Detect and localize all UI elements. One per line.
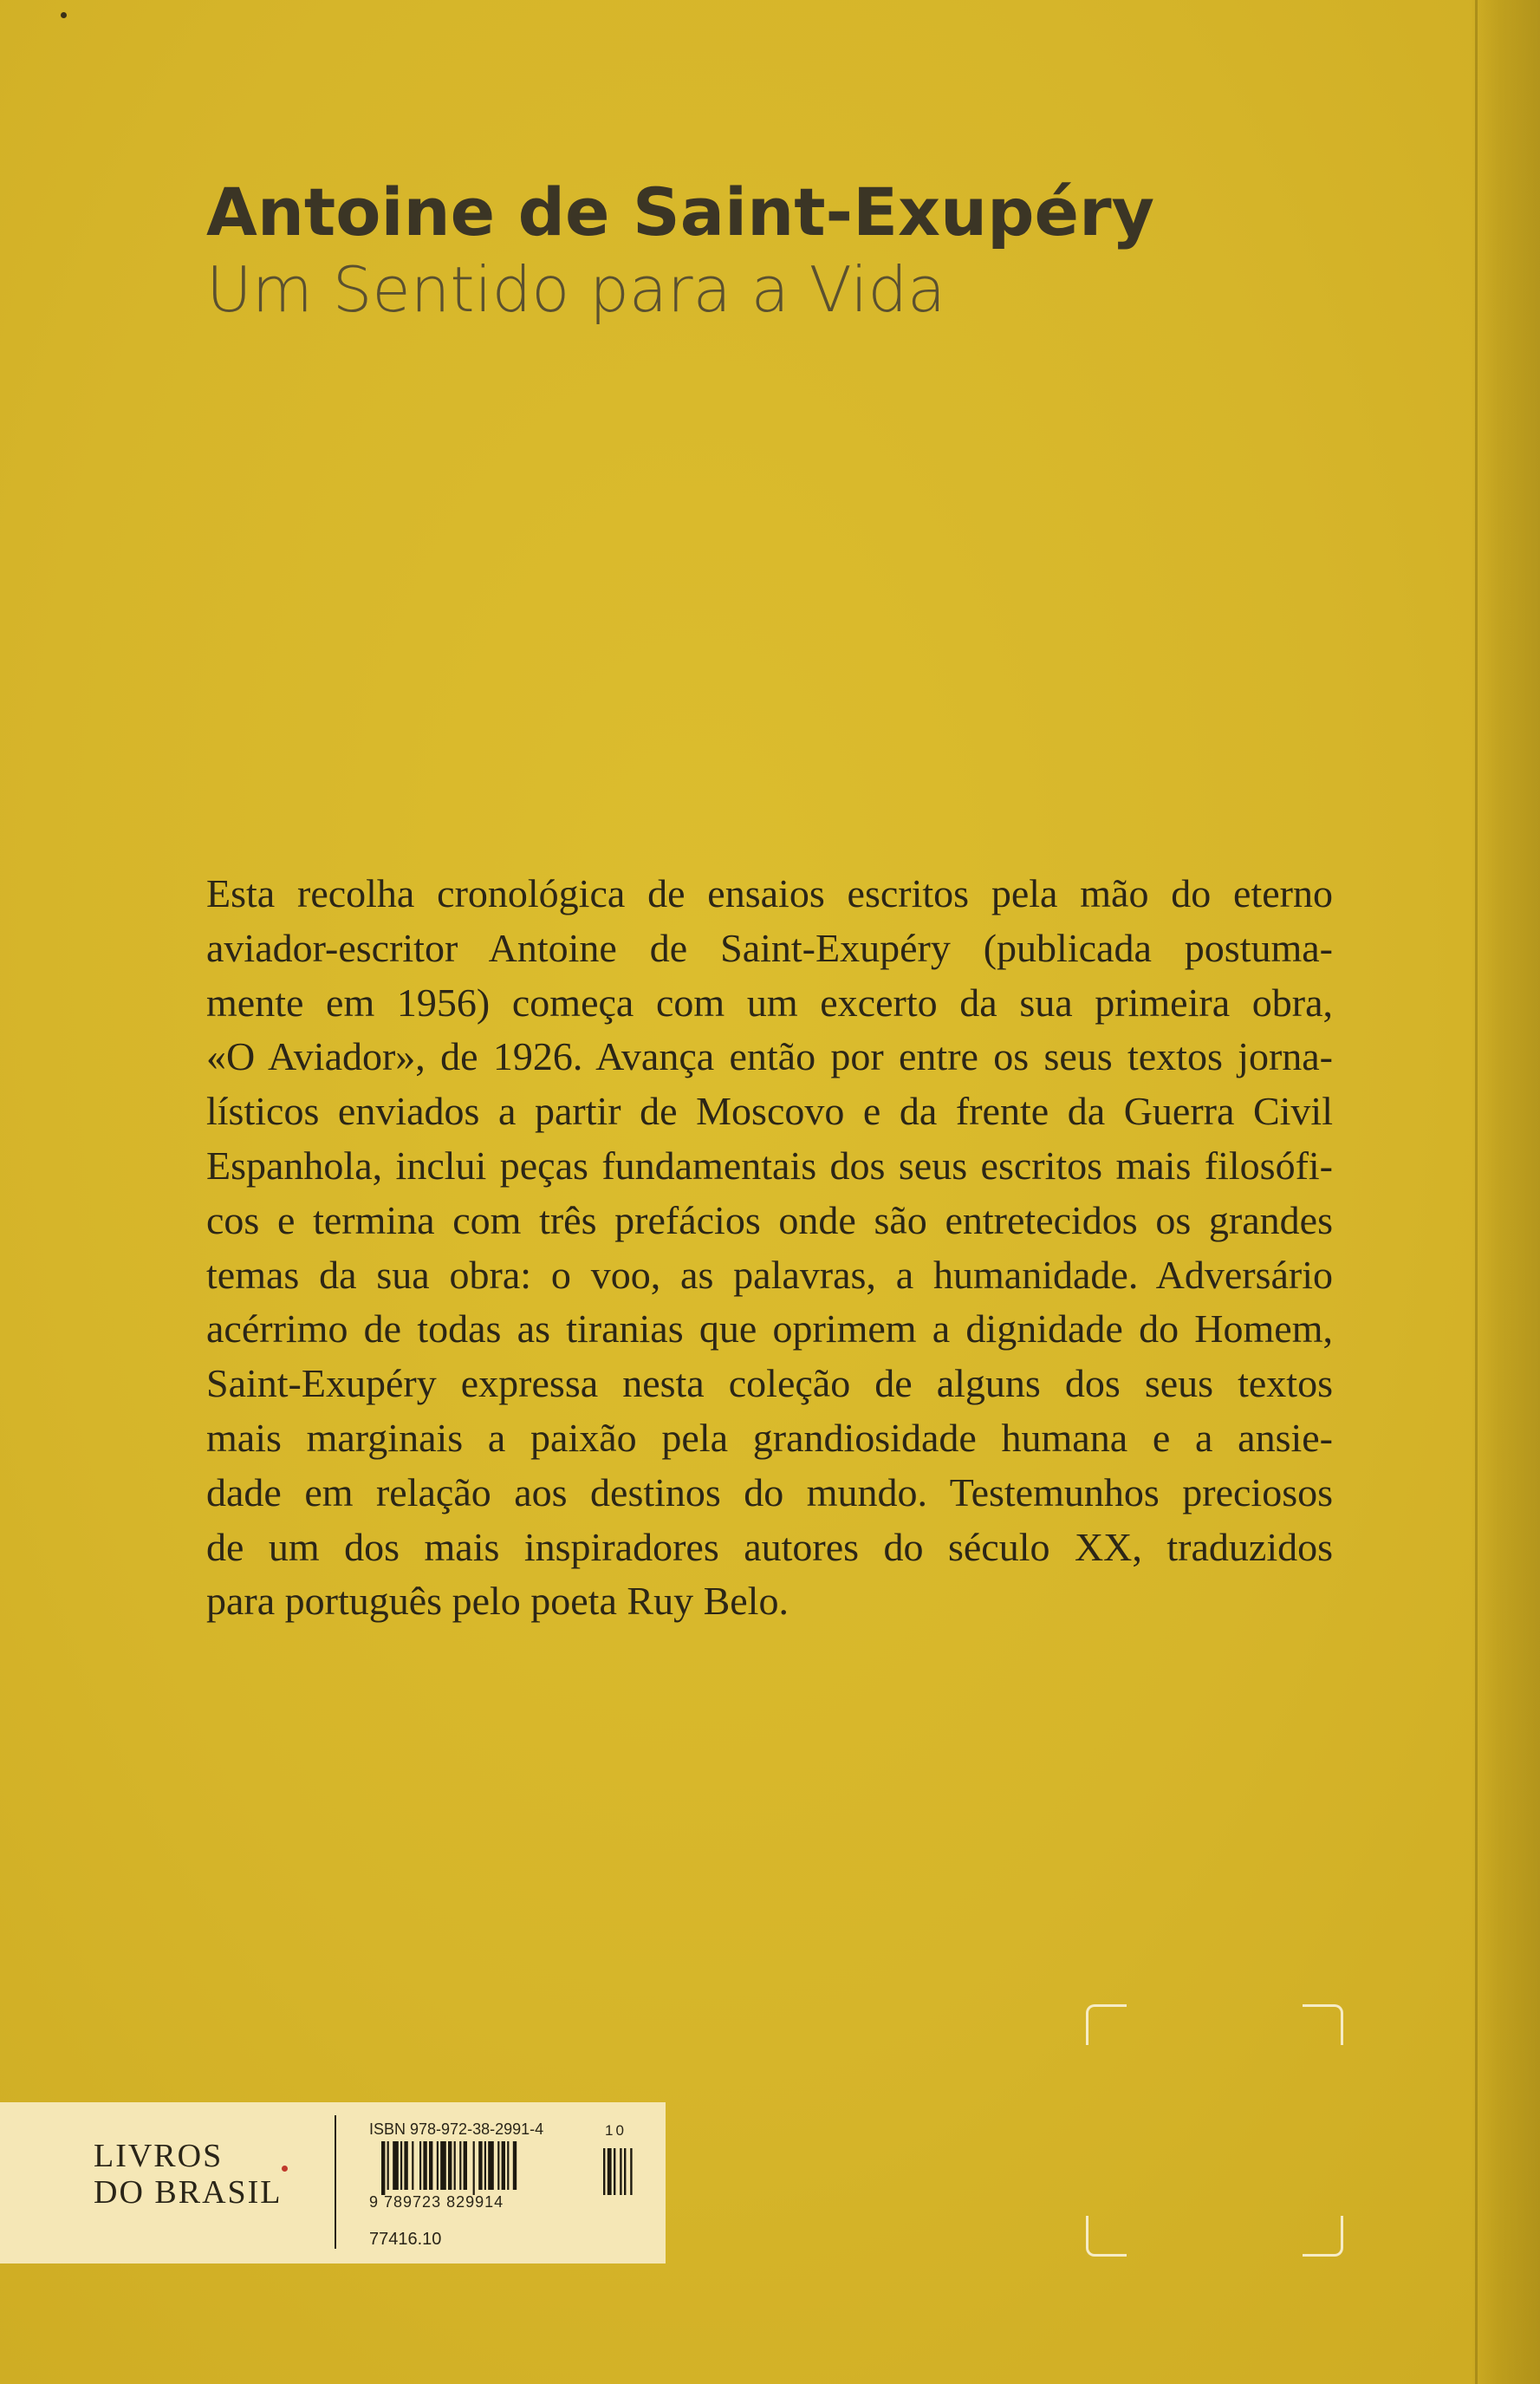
barcode-bar [412,2141,413,2190]
barcode-bar [484,2141,486,2190]
barcode-bar [440,2141,446,2190]
barcode-bar [429,2141,432,2190]
barcode-bar [459,2141,461,2190]
crop-mark-top-right [1303,2004,1343,2045]
blurb-text [206,867,1333,1629]
barcode-bar [437,2141,439,2190]
blurb-line: para português pelo poeta Ruy Belo. [206,1579,789,1624]
author-name: Antoine de Saint-Exupéry [206,173,1155,251]
barcode-bar [497,2141,499,2190]
book-title: Um Sentido para a Vida [206,253,946,326]
spine-fold-line [1475,0,1478,2384]
barcode-bar [400,2141,402,2190]
label-divider [335,2115,336,2249]
print-speck [61,12,67,18]
publisher-mark-icon [282,2166,288,2172]
barcode-bar [404,2141,407,2190]
product-code: 77416.10 [369,2230,442,2249]
publisher-line-2: DO BRASIL [94,2174,283,2211]
barcode-bar [423,2141,426,2190]
addon-bar [624,2148,626,2195]
addon-bar [620,2148,621,2195]
crop-mark-top-left [1086,2004,1127,2045]
blurb-line: acérrimo de todas as tiranias que oprimem a dignidade do Homem, [206,1306,1333,1352]
blurb-line: mais marginais a paixão pela grandiosidade humana e a ansie- [206,1415,1333,1460]
blurb-line: aviador-escritor Antoine de Saint-Exupéry (publicada postuma- [206,925,1333,970]
crop-mark-bottom-left [1086,2216,1127,2257]
barcode-bar [387,2141,389,2190]
barcode-bar [473,2141,475,2195]
barcode-bar [454,2141,456,2190]
barcode-bar [448,2141,452,2190]
addon-bar [603,2148,605,2195]
barcode-bar [478,2141,482,2190]
blurb-line: Saint-Exupéry expressa nesta coleção de alguns dos seus textos [206,1361,1333,1406]
addon-bar [608,2148,612,2195]
barcode-bar [502,2141,505,2190]
blurb-line: Espanhola, inclui peças fundamentais dos seus escritos mais filosófi- [206,1143,1333,1188]
addon-digits: 10 [605,2122,627,2139]
addon-bar [630,2148,632,2195]
blurb-line: mente em 1956) começa com um excerto da sua primeira obra, [206,980,1333,1025]
barcode-bar [393,2141,399,2190]
barcode-bar [381,2141,385,2195]
blurb-line: Esta recolha cronológica de ensaios escritos pela mão do eterno [206,871,1333,915]
barcode-bar [464,2141,467,2190]
blurb-line: lísticos enviados a partir de Moscovo e da frente da Guerra Civil [206,1089,1333,1134]
blurb-line: dade em relação aos destinos do mundo. Testemunhos preciosos [206,1469,1333,1514]
barcode-bar [419,2141,421,2190]
blurb-line: «O Aviador», de 1926. Avança então por entre os seus textos jorna- [206,1034,1333,1079]
barcode-digits: 9 789723 829914 [369,2193,504,2211]
addon-bar [614,2148,615,2195]
publisher-line-1: LIVROS [94,2138,224,2174]
blurb-line: temas da sua obra: o voo, as palavras, a humanidade. Adversário [206,1252,1333,1297]
isbn-text: ISBN 978-972-38-2991-4 [369,2120,544,2138]
barcode-bar [488,2141,494,2190]
blurb-line: de um dos mais inspiradores autores do século XX, traduzidos [206,1524,1333,1569]
blurb-line: cos e termina com três prefácios onde são entretecidos os grandes [206,1197,1333,1242]
spine-shadow [1471,0,1540,2384]
barcode-bar [513,2141,517,2190]
barcode-bar [507,2141,509,2190]
publisher-logo [94,2138,283,2211]
crop-mark-bottom-right [1303,2216,1343,2257]
